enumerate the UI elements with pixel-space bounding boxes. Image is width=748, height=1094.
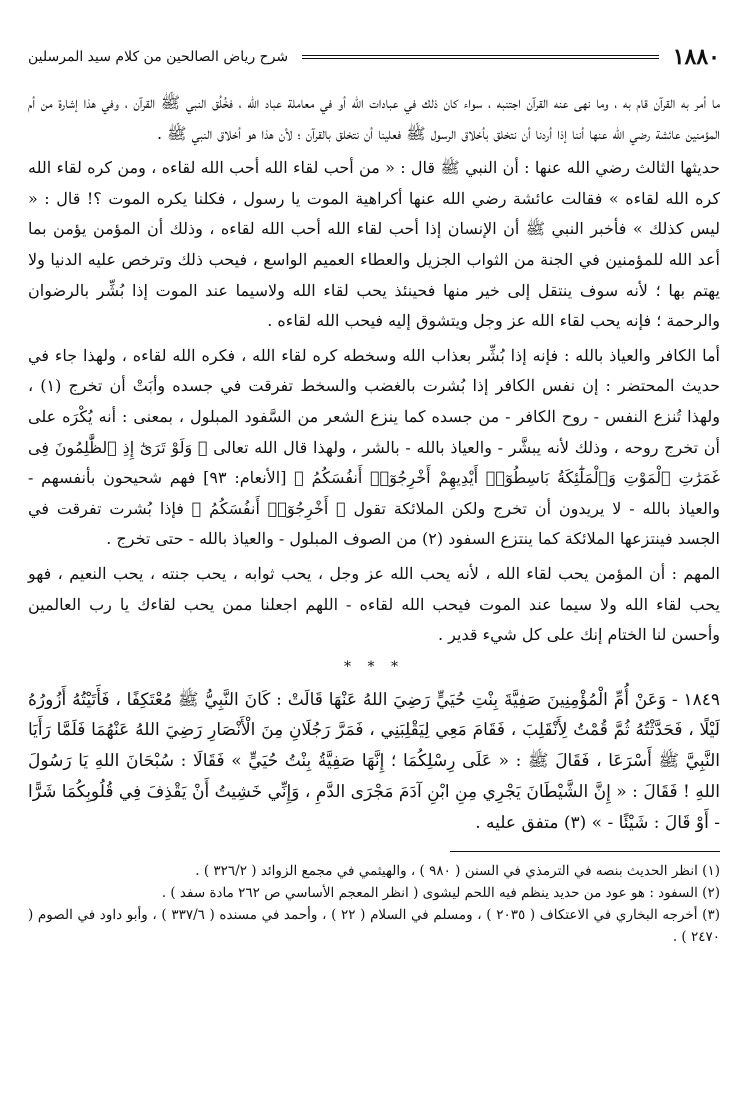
commentary-paragraph: حديثها الثالث رضي الله عنها : أن النبي ﷺ قال : « من أحب لقاء الله أحب الله لقاءه ، ومن كره لقاء الله كره الله لقاءه » فقالت عائشة رضي الله عنها أكراهية الموت يا رسول ، فكلنا يكره الموت ؟! قال : « ليس كذلك » فأخبر النبي ﷺ أن الإنسان إذا أحب لقاء الله أحب الله لقاءه ، وذلك أن المؤمن يؤمن بما أعد الله للمؤمنين في الجنة من الثواب الجزيل والعطاء العميم الواسع ، فيحب ذلك وترخص عليه الدنيا ولا يهتم بها ؛ لأنه سوف ينتقل إلى خير منها فحينئذ يحب لقاء الله ولاسيما عند الموت إذا بُشِّر بالرضوان والرحمة ؛ فإنه يحب لقاء الله عز وجل ويتشوق إليه فيحب الله لقاءه . <box>28 158 721 331</box>
book-page <box>28 40 720 948</box>
commentary-paragraph: المهم : أن المؤمن يحب لقاء الله ، لأنه يحب الله عز وجل ، يحب ثوابه ، يحب جنته ، يحب النعيم ، فهو يحب لقاء الله ولا سيما عند الموت فيحب الله لقاءه - اللهم اجعلنا ممن يحب لقاءك يا رب العالمين وأحسن لنا الختام إنك على كل شيء قدير . <box>28 563 720 645</box>
footnote: (٢) السفود : هو عود من حديد ينظم فيه اللحم ليشوى ( انظر المعجم الأساسي ص ٢٦٢ مادة سفد ) . <box>161 884 720 901</box>
hadith-text: ١٨٤٩ - وَعَنْ أُمِّ الْمُؤْمِنِينَ صَفِيَّةَ بِنْتِ حُيَيٍّ رَضِيَ اللهُ عَنْهَا قَالَتْ : كَانَ النَّبِيُّ ﷺ مُعْتَكِفًا ، فَأَتَيْتُهُ أَزُورُهُ لَيْلًا ، فَحَدَّثْتُهُ ثُمَّ قُمْتُ لِأَنْقَلِبَ ، فَقَامَ مَعِي لِيَقْلِبَنِي ، فَمَرَّ رَجُلَانِ مِنَ الْأَنْصَارِ رَضِيَ اللهُ عَنْهُمَا فَلَمَّا رَأَيَا النَّبِيَّ ﷺ أَسْرَعَا ، فَقَالَ ﷺ : « عَلَى رِسْلِكُمَا ؛ إِنَّهَا صَفِيَّةُ بِنْتُ حُيَيٍّ » فَقَالَا : سُبْحَانَ اللهِ يَا رَسُولَ اللهِ ! فَقَالَ : « إِنَّ الشَّيْطَانَ يَجْرِي مِنِ ابْنِ آدَمَ مَجْرَى الدَّمِ ، وَإِنِّي خَشِيتُ أَنْ يَقْذِفَ فِي قُلُوبِكُمَا شَرًّا - أَوْ قَالَ : شَيْئًا - » (٣) متفق عليه . <box>28 689 720 833</box>
commentary-paragraph: ما أمر به القرآن قام به ، وما نهى عنه القرآن اجتنبه ، سواء كان ذلك في عبادات الله أو في معاملة عباد الله ، فخُلُق النبي ﷺ القرآن ، وفي هذا إشارة من أم المؤمنين عائشة رضي الله عنها أننا إذا أردنا أن نتخلق بأخلاق الرسول ﷺ فعلينا أن نتخلق بالقرآن ؛ لأن هذا هو أخلاق النبي ﷺ . <box>28 93 720 143</box>
section-separator: * * * <box>344 658 404 675</box>
footnotes <box>28 860 720 948</box>
page-body <box>28 88 720 839</box>
page-number: ١٨٨٠ <box>672 44 720 70</box>
footnote: (٣) أخرجه البخاري في الاعتكاف ( ٢٠٣٥ ) ، ومسلم في السلام ( ٢٢ ) ، وأحمد في مسنده ( ٣٣٧/٦ ) ، وأبو داود في الصوم ( ٢٤٧٠ ) . <box>28 906 720 945</box>
footnote-rule <box>450 851 720 852</box>
page-header <box>28 40 720 74</box>
footnote: (١) انظر الحديث بنصه في الترمذي في السنن ( ٩٨٠ ) ، والهيثمي في مجمع الزوائد ( ٣٢٦/٢ ) . <box>195 862 720 879</box>
commentary-paragraph: أما الكافر والعياذ بالله : فإنه إذا بُشِّر بعذاب الله وسخطه كره لقاء الله ، فكره الله لقاءه ، ولهذا جاء في حديث المحتضر : إن نفس الكافر إذا بُشرت بالغضب والسخط تفرقت في جسده وأبَتْ أن تخرج (١) ، ولهذا تُنزع النفس - روح الكافر - من جسده كما ينزع الشعر من السَّفود المبلول ، بمعنى : أنه يُكْرَه على أن تخرج روحه ، وذلك لأنه يبشَّر - والعياذ بالله - بالشر ، ولهذا قال الله تعالى ﴿ وَلَوْ تَرَىٰٓ إِذِ ٱلظَّٰلِمُونَ فِى غَمَرَٰتِ ٱلْمَوْتِ وَٱلْمَلَٰٓئِكَةُ بَاسِطُوٓا۟ أَيْدِيهِمْ أَخْرِجُوٓا۟ أَنفُسَكُمُ ﴾ [الأنعام: ٩٣] فهم شحيحون بأنفسهم - والعياذ بالله - لا يريدون أن تخرج ولكن الملائكة تقول ﴿ أَخْرِجُوٓا۟ أَنفُسَكُمُ ﴾ فإذا بُشرت تفرقت في الجسد فينتزعها الملائكة كما ينتزع السفود (٢) من الصوف المبلول - والعياذ بالله - حتى تخرج . <box>28 345 721 549</box>
running-title: شرح رياض الصالحين من كلام سيد المرسلين <box>28 49 289 65</box>
header-rule <box>302 55 659 59</box>
